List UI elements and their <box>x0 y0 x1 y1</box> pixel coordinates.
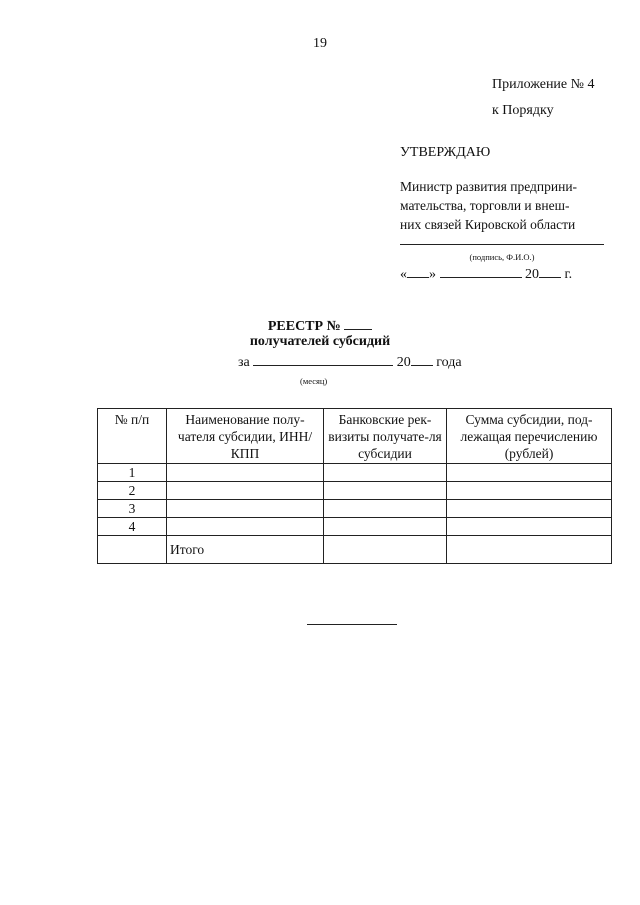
table-row <box>98 518 612 536</box>
approval-date <box>400 264 572 283</box>
period-month-blank <box>253 352 393 366</box>
table-header-row <box>98 409 612 464</box>
bank-details-cell <box>324 518 447 536</box>
total-amount-cell <box>447 536 612 564</box>
recipient-cell <box>167 518 324 536</box>
period-prefix: за <box>238 355 250 370</box>
appendix-line-1: Приложение № 4 <box>492 77 595 92</box>
date-year-prefix: 20 <box>525 267 539 282</box>
header-subsidy-amount: Сумма субсидии, под-лежащая перечислению (рублей) <box>447 409 612 464</box>
period-year-blank <box>411 352 433 366</box>
bank-details-cell <box>324 482 447 500</box>
signature-hint: (подпись, Ф.И.О.) <box>469 252 535 262</box>
header-number: № п/п <box>98 409 167 464</box>
minister-line-1: Министр развития предприни- <box>400 179 578 194</box>
registry-title <box>0 316 640 335</box>
period-suffix: года <box>436 355 462 370</box>
amount-cell <box>447 518 612 536</box>
total-bank-cell <box>324 536 447 564</box>
date-year-suffix: г. <box>564 267 573 282</box>
table-row <box>98 482 612 500</box>
registry-number-blank <box>344 316 372 330</box>
recipient-cell <box>167 482 324 500</box>
closing-rule <box>307 624 397 625</box>
table-row <box>98 464 612 482</box>
date-open-quote: « <box>400 267 407 282</box>
amount-cell <box>447 482 612 500</box>
minister-line-2: мательства, торговли и внеш- <box>400 198 570 213</box>
total-row <box>98 536 612 564</box>
row-number: 1 <box>98 464 167 482</box>
recipient-cell <box>167 464 324 482</box>
approval-heading: УТВЕРЖДАЮ <box>400 145 491 160</box>
header-recipient: Наименование полу-чателя субсидии, ИНН/КПП <box>167 409 324 464</box>
day-blank <box>407 264 429 278</box>
date-close-quote: » <box>429 267 436 282</box>
registry-subtitle: получателей субсидий <box>249 334 391 349</box>
total-number-cell <box>98 536 167 564</box>
amount-cell <box>447 464 612 482</box>
recipient-cell <box>167 500 324 518</box>
registry-title-text: РЕЕСТР № <box>267 319 341 334</box>
period-year-prefix: 20 <box>396 355 411 370</box>
header-bank-details: Банковские рек-визиты получате-ля субсидии <box>324 409 447 464</box>
amount-cell <box>447 500 612 518</box>
minister-title <box>400 177 610 234</box>
row-number: 4 <box>98 518 167 536</box>
row-number: 3 <box>98 500 167 518</box>
bank-details-cell <box>324 464 447 482</box>
month-hint: (месяц) <box>300 376 328 386</box>
signature-line <box>400 244 604 245</box>
page-number: 19 <box>313 36 327 51</box>
registry-table <box>97 408 612 564</box>
year-blank <box>539 264 561 278</box>
registry-period <box>238 352 462 371</box>
total-label: Итого <box>167 536 324 564</box>
bank-details-cell <box>324 500 447 518</box>
month-blank <box>440 264 522 278</box>
table-row <box>98 500 612 518</box>
minister-line-3: них связей Кировской области <box>400 217 576 232</box>
row-number: 2 <box>98 482 167 500</box>
appendix-line-2: к Порядку <box>492 103 554 118</box>
